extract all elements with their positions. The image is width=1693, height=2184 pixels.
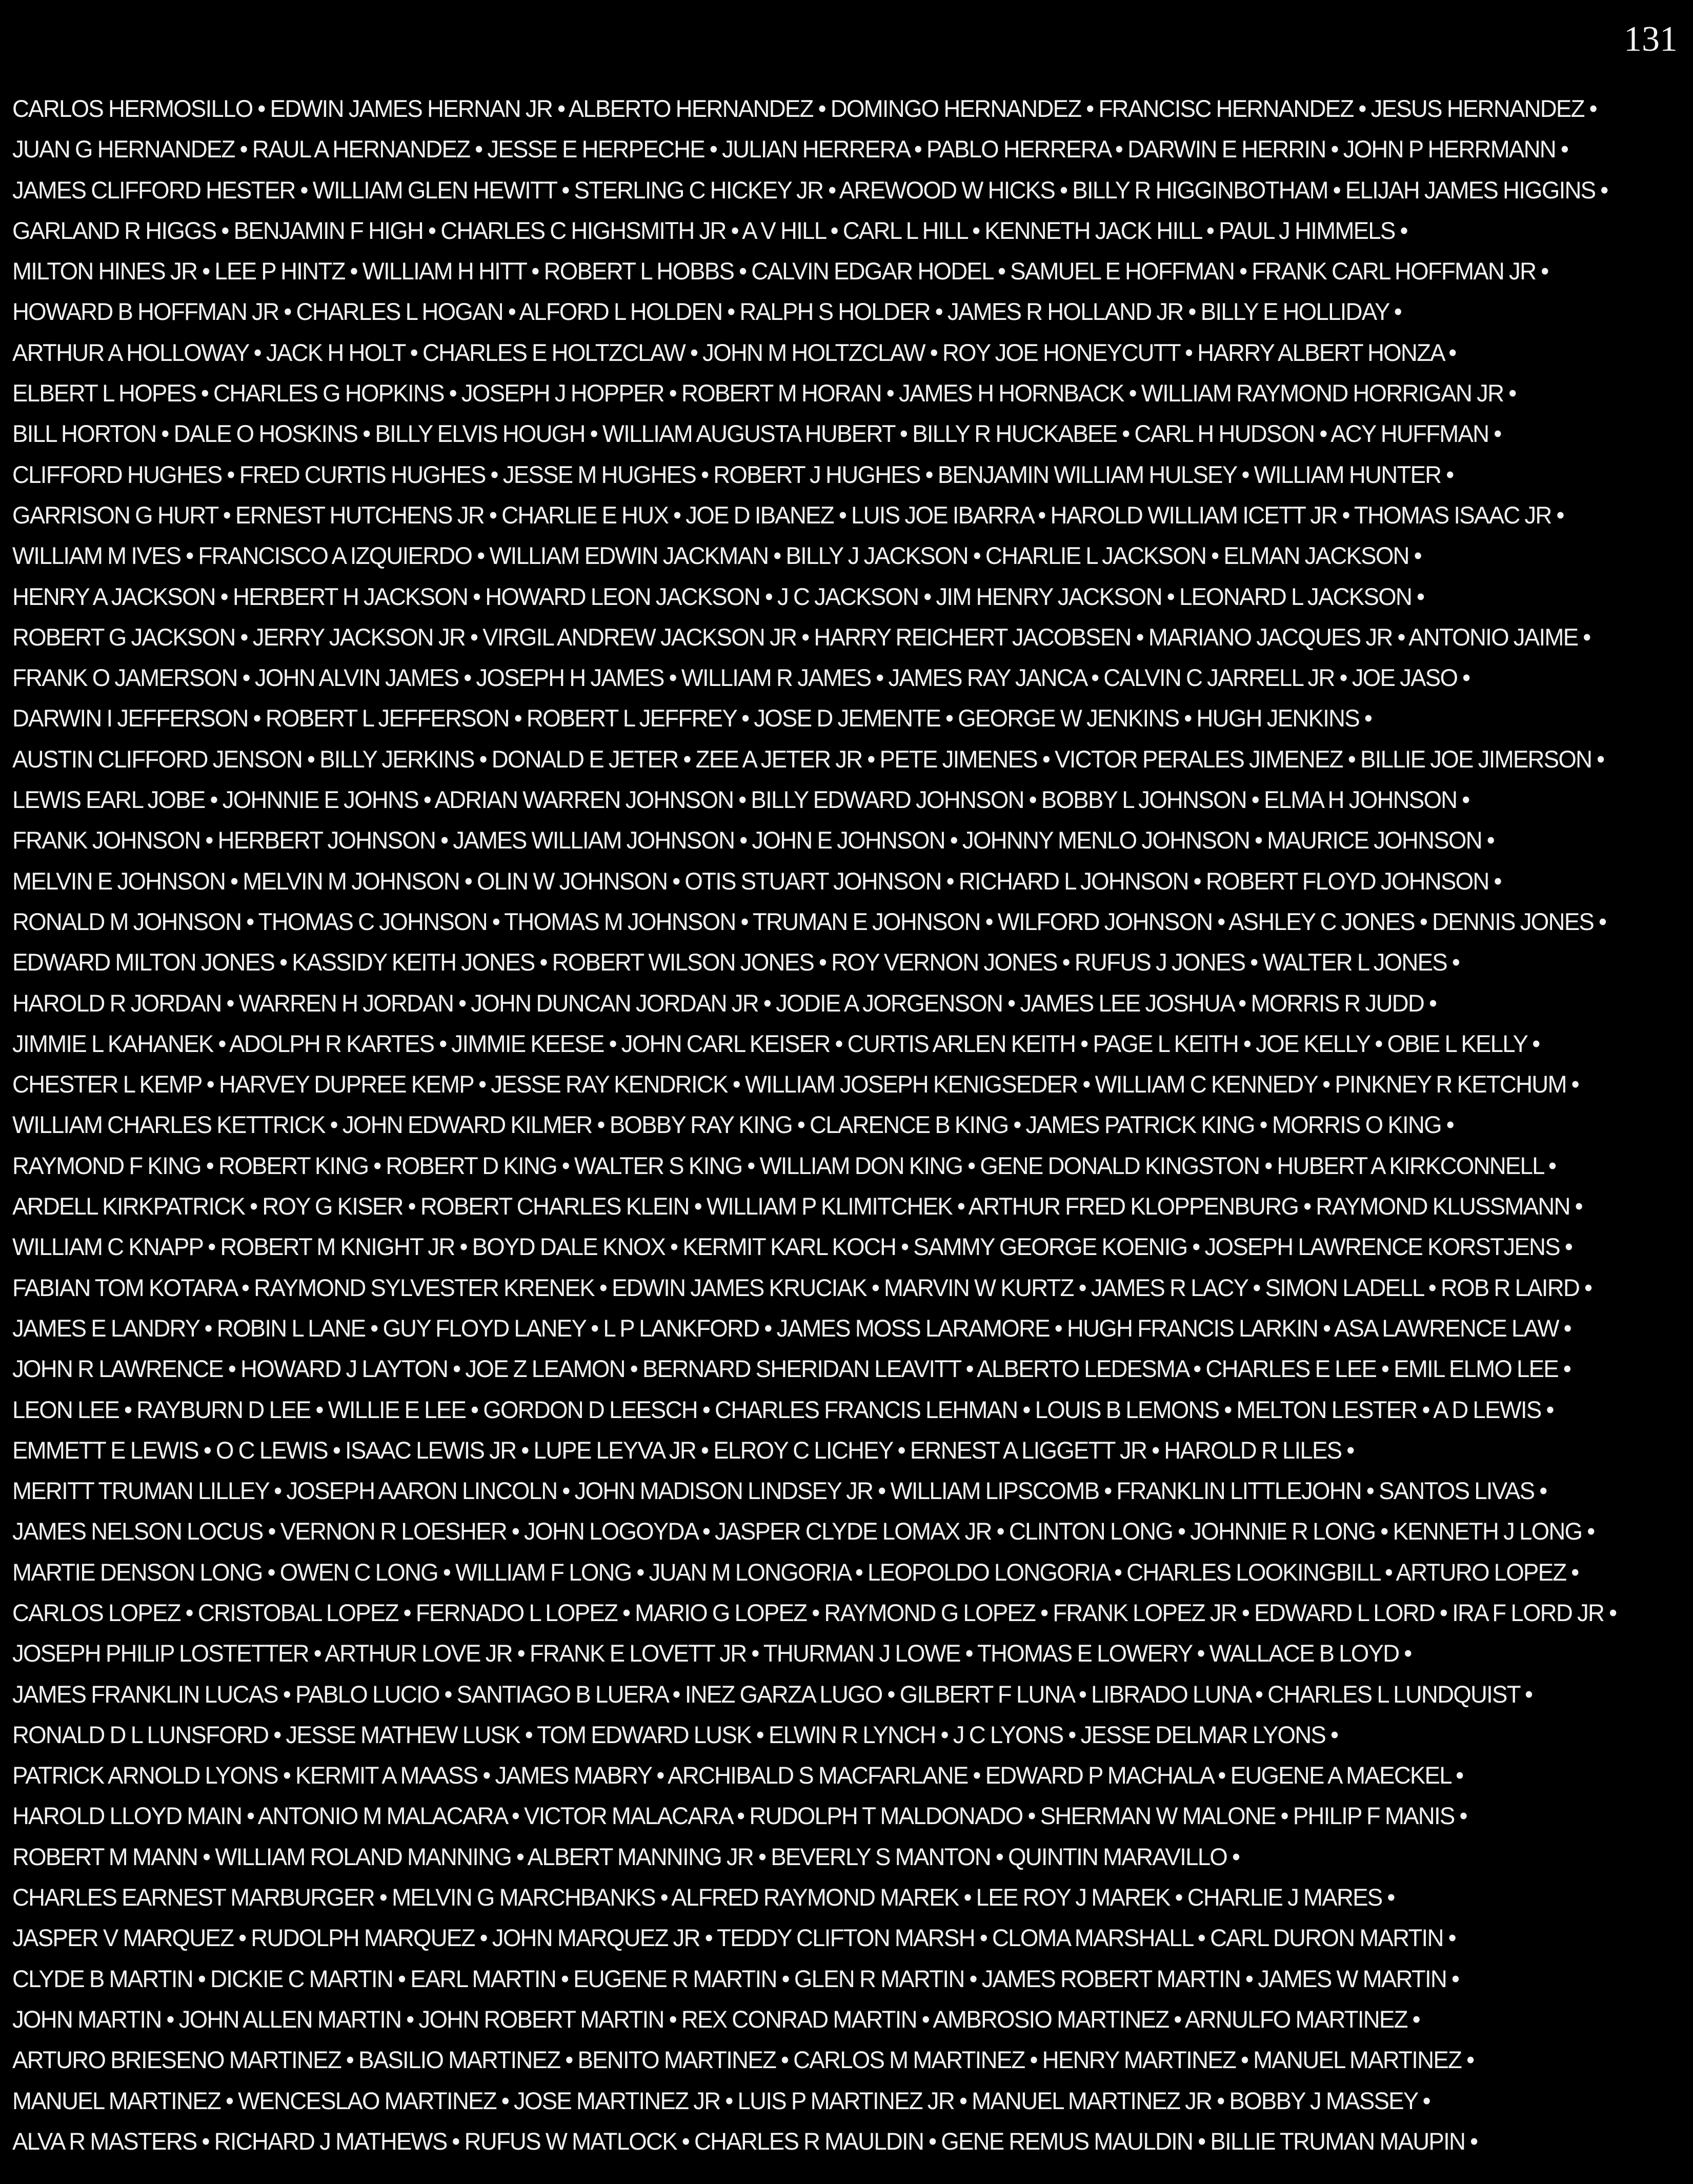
name-line: CHESTER L KEMP • HARVEY DUPREE KEMP • JESSE RAY KENDRICK • WILLIAM JOSEPH KENIGSEDER • WILLIAM C KENNEDY • PINKNEY R KETCHUM • [12, 1070, 1579, 1098]
name-line: MELVIN E JOHNSON • MELVIN M JOHNSON • OLIN W JOHNSON • OTIS STUART JOHNSON • RICHARD L JOHNSON • ROBERT FLOYD JOHNSON • [12, 867, 1501, 895]
name-line: JAMES E LANDRY • ROBIN L LANE • GUY FLOYD LANEY • L P LANKFORD • JAMES MOSS LARAMORE • HUGH FRANCIS LARKIN • ASA LAWRENCE LAW • [12, 1314, 1571, 1342]
name-line: CLIFFORD HUGHES • FRED CURTIS HUGHES • JESSE M HUGHES • ROBERT J HUGHES • BENJAMIN WILLIAM HULSEY • WILLIAM HUNTER • [12, 460, 1454, 488]
name-line: JAMES NELSON LOCUS • VERNON R LOESHER • JOHN LOGOYDA • JASPER CLYDE LOMAX JR • CLINTON LONG • JOHNNIE R LONG • KENNETH J LONG • [12, 1518, 1595, 1545]
name-line: ELBERT L HOPES • CHARLES G HOPKINS • JOSEPH J HOPPER • ROBERT M HORAN • JAMES H HORNBACK • WILLIAM RAYMOND HORRIGAN JR • [12, 379, 1516, 407]
name-line: WILLIAM C KNAPP • ROBERT M KNIGHT JR • BOYD DALE KNOX • KERMIT KARL KOCH • SAMMY GEORGE KOENIG • JOSEPH LAWRENCE KORSTJENS • [12, 1233, 1573, 1261]
name-line: JAMES CLIFFORD HESTER • WILLIAM GLEN HEWITT • STERLING C HICKEY JR • AREWOOD W HICKS • BILLY R HIGGINBOTHAM • ELIJAH JAMES HIGGINS • [12, 176, 1608, 204]
name-line: MARTIE DENSON LONG • OWEN C LONG • WILLIAM F LONG • JUAN M LONGORIA • LEOPOLDO LONGORIA • CHARLES LOOKINGBILL • ARTURO LOPEZ • [12, 1558, 1579, 1586]
name-line: CHARLES EARNEST MARBURGER • MELVIN G MARCHBANKS • ALFRED RAYMOND MAREK • LEE ROY J MAREK • CHARLIE J MARES • [12, 1884, 1395, 1911]
name-line: MILTON HINES JR • LEE P HINTZ • WILLIAM H HITT • ROBERT L HOBBS • CALVIN EDGAR HODEL • SAMUEL E HOFFMAN • FRANK CARL HOFFMAN JR • [12, 257, 1548, 285]
name-line: CLYDE B MARTIN • DICKIE C MARTIN • EARL MARTIN • EUGENE R MARTIN • GLEN R MARTIN • JAMES ROBERT MARTIN • JAMES W MARTIN • [12, 1965, 1459, 1992]
name-line: JOHN R LAWRENCE • HOWARD J LAYTON • JOE Z LEAMON • BERNARD SHERIDAN LEAVITT • ALBERTO LEDESMA • CHARLES E LEE • EMIL ELMO LEE • [12, 1355, 1571, 1383]
name-line: MERITT TRUMAN LILLEY • JOSEPH AARON LINCOLN • JOHN MADISON LINDSEY JR • WILLIAM LIPSCOMB • FRANKLIN LITTLEJOHN • SANTOS LIVAS • [12, 1477, 1547, 1505]
name-line: EMMETT E LEWIS • O C LEWIS • ISAAC LEWIS JR • LUPE LEYVA JR • ELROY C LICHEY • ERNEST A LIGGETT JR • HAROLD R LILES • [12, 1436, 1354, 1464]
name-line: DARWIN I JEFFERSON • ROBERT L JEFFERSON • ROBERT L JEFFREY • JOSE D JEMENTE • GEORGE W JENKINS • HUGH JENKINS • [12, 704, 1372, 732]
name-line: GARRISON G HURT • ERNEST HUTCHENS JR • CHARLIE E HUX • JOE D IBANEZ • LUIS JOE IBARRA • HAROLD WILLIAM ICETT JR • THOMAS ISAAC JR • [12, 501, 1564, 529]
name-line: RONALD M JOHNSON • THOMAS C JOHNSON • THOMAS M JOHNSON • TRUMAN E JOHNSON • WILFORD JOHNSON • ASHLEY C JONES • DENNIS JONES • [12, 907, 1606, 935]
name-line: JASPER V MARQUEZ • RUDOLPH MARQUEZ • JOHN MARQUEZ JR • TEDDY CLIFTON MARSH • CLOMA MARSHALL • CARL DURON MARTIN • [12, 1924, 1456, 1952]
name-line: BILL HORTON • DALE O HOSKINS • BILLY ELVIS HOUGH • WILLIAM AUGUSTA HUBERT • BILLY R HUCKABEE • CARL H HUDSON • ACY HUFFMAN • [12, 420, 1501, 448]
name-line: JAMES FRANKLIN LUCAS • PABLO LUCIO • SANTIAGO B LUERA • INEZ GARZA LUGO • GILBERT F LUNA • LIBRADO LUNA • CHARLES L LUNDQUIST • [12, 1680, 1533, 1708]
name-line: ROBERT G JACKSON • JERRY JACKSON JR • VIRGIL ANDREW JACKSON JR • HARRY REICHERT JACOBSEN • MARIANO JACQUES JR • ANTONIO JAIME • [12, 623, 1590, 651]
name-line: CARLOS HERMOSILLO • EDWIN JAMES HERNAN JR • ALBERTO HERNANDEZ • DOMINGO HERNANDEZ • FRANCISC HERNANDEZ • JESUS HERNANDEZ • [12, 95, 1597, 122]
name-line: MANUEL MARTINEZ • WENCESLAO MARTINEZ • JOSE MARTINEZ JR • LUIS P MARTINEZ JR • MANUEL MARTINEZ JR • BOBBY J MASSEY • [12, 2087, 1430, 2114]
name-line: ARTURO BRIESENO MARTINEZ • BASILIO MARTINEZ • BENITO MARTINEZ • CARLOS M MARTINEZ • HENRY MARTINEZ • MANUEL MARTINEZ • [12, 2046, 1474, 2074]
names-list [12, 94, 1689, 2168]
name-line: LEON LEE • RAYBURN D LEE • WILLIE E LEE • GORDON D LEESCH • CHARLES FRANCIS LEHMAN • LOUIS B LEMONS • MELTON LESTER • A D LEWIS • [12, 1396, 1554, 1423]
name-line: HOWARD B HOFFMAN JR • CHARLES L HOGAN • ALFORD L HOLDEN • RALPH S HOLDER • JAMES R HOLLAND JR • BILLY E HOLLIDAY • [12, 298, 1401, 326]
name-line: FABIAN TOM KOTARA • RAYMOND SYLVESTER KRENEK • EDWIN JAMES KRUCIAK • MARVIN W KURTZ • JAMES R LACY • SIMON LADELL • ROB R LAIRD • [12, 1273, 1592, 1301]
name-line: JIMMIE L KAHANEK • ADOLPH R KARTES • JIMMIE KEESE • JOHN CARL KEISER • CURTIS ARLEN KEITH • PAGE L KEITH • JOE KELLY • OBIE L KELLY • [12, 1029, 1540, 1057]
name-line: JOSEPH PHILIP LOSTETTER • ARTHUR LOVE JR • FRANK E LOVETT JR • THURMAN J LOWE • THOMAS E LOWERY • WALLACE B LOYD • [12, 1640, 1412, 1667]
name-line: AUSTIN CLIFFORD JENSON • BILLY JERKINS • DONALD E JETER • ZEE A JETER JR • PETE JIMENES • VICTOR PERALES JIMENEZ • BILLIE JOE JIMERSON • [12, 745, 1604, 773]
name-line: PATRICK ARNOLD LYONS • KERMIT A MAASS • JAMES MABRY • ARCHIBALD S MACFARLANE • EDWARD P MACHALA • EUGENE A MAECKEL • [12, 1762, 1463, 1789]
name-line: GARLAND R HIGGS • BENJAMIN F HIGH • CHARLES C HIGHSMITH JR • A V HILL • CARL L HILL • KENNETH JACK HILL • PAUL J HIMMELS • [12, 216, 1407, 244]
name-line: RAYMOND F KING • ROBERT KING • ROBERT D KING • WALTER S KING • WILLIAM DON KING • GENE DONALD KINGSTON • HUBERT A KIRKCONNELL • [12, 1151, 1556, 1179]
name-line: WILLIAM CHARLES KETTRICK • JOHN EDWARD KILMER • BOBBY RAY KING • CLARENCE B KING • JAMES PATRICK KING • MORRIS O KING • [12, 1111, 1454, 1139]
name-line: JUAN G HERNANDEZ • RAUL A HERNANDEZ • JESSE E HERPECHE • JULIAN HERRERA • PABLO HERRERA • DARWIN E HERRIN • JOHN P HERRMANN • [12, 135, 1568, 163]
name-line: JOHN MARTIN • JOHN ALLEN MARTIN • JOHN ROBERT MARTIN • REX CONRAD MARTIN • AMBROSIO MARTINEZ • ARNULFO MARTINEZ • [12, 2005, 1420, 2033]
name-line: ARTHUR A HOLLOWAY • JACK H HOLT • CHARLES E HOLTZCLAW • JOHN M HOLTZCLAW • ROY JOE HONEYCUTT • HARRY ALBERT HONZA • [12, 338, 1456, 366]
name-line: LEWIS EARL JOBE • JOHNNIE E JOHNS • ADRIAN WARREN JOHNSON • BILLY EDWARD JOHNSON • BOBBY L JOHNSON • ELMA H JOHNSON • [12, 786, 1469, 814]
name-line: HAROLD R JORDAN • WARREN H JORDAN • JOHN DUNCAN JORDAN JR • JODIE A JORGENSON • JAMES LEE JOSHUA • MORRIS R JUDD • [12, 989, 1437, 1017]
name-line: RONALD D L LUNSFORD • JESSE MATHEW LUSK • TOM EDWARD LUSK • ELWIN R LYNCH • J C LYONS • JESSE DELMAR LYONS • [12, 1721, 1338, 1748]
name-line: FRANK O JAMERSON • JOHN ALVIN JAMES • JOSEPH H JAMES • WILLIAM R JAMES • JAMES RAY JANCA • CALVIN C JARRELL JR • JOE JASO • [12, 664, 1470, 692]
name-line: HENRY A JACKSON • HERBERT H JACKSON • HOWARD LEON JACKSON • J C JACKSON • JIM HENRY JACKSON • LEONARD L JACKSON • [12, 582, 1424, 610]
name-line: ALVA R MASTERS • RICHARD J MATHEWS • RUFUS W MATLOCK • CHARLES R MAULDIN • GENE REMUS MAULDIN • BILLIE TRUMAN MAUPIN • [12, 2127, 1478, 2155]
page-number: 131 [1624, 19, 1678, 59]
name-line: ROBERT M MANN • WILLIAM ROLAND MANNING • ALBERT MANNING JR • BEVERLY S MANTON • QUINTIN MARAVILLO • [12, 1843, 1240, 1870]
name-line: WILLIAM M IVES • FRANCISCO A IZQUIERDO • WILLIAM EDWIN JACKMAN • BILLY J JACKSON • CHARLIE L JACKSON • ELMAN JACKSON • [12, 542, 1421, 570]
name-line: EDWARD MILTON JONES • KASSIDY KEITH JONES • ROBERT WILSON JONES • ROY VERNON JONES • RUFUS J JONES • WALTER L JONES • [12, 948, 1460, 976]
name-line: ARDELL KIRKPATRICK • ROY G KISER • ROBERT CHARLES KLEIN • WILLIAM P KLIMITCHEK • ARTHUR FRED KLOPPENBURG • RAYMOND KLUSSMANN • [12, 1192, 1582, 1220]
name-line: CARLOS LOPEZ • CRISTOBAL LOPEZ • FERNADO L LOPEZ • MARIO G LOPEZ • RAYMOND G LOPEZ • FRANK LOPEZ JR • EDWARD L LORD • IRA F LORD JR • [12, 1599, 1617, 1626]
name-line: HAROLD LLOYD MAIN • ANTONIO M MALACARA • VICTOR MALACARA • RUDOLPH T MALDONADO • SHERMAN W MALONE • PHILIP F MANIS • [12, 1802, 1467, 1830]
name-line: FRANK JOHNSON • HERBERT JOHNSON • JAMES WILLIAM JOHNSON • JOHN E JOHNSON • JOHNNY MENLO JOHNSON • MAURICE JOHNSON • [12, 826, 1494, 854]
